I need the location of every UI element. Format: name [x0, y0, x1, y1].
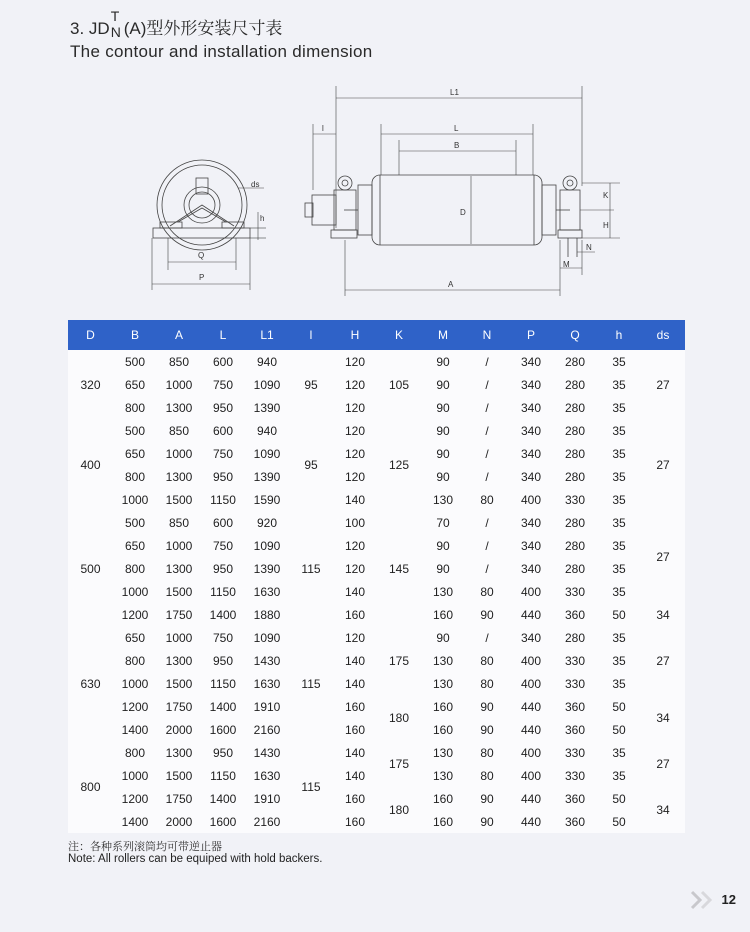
table-row — [68, 511, 685, 534]
table-cell: 360 — [553, 603, 597, 626]
table-cell: 400 — [509, 649, 553, 672]
table-cell: 950 — [201, 396, 245, 419]
table-cell: 330 — [553, 488, 597, 511]
table-cell: 160 — [333, 695, 377, 718]
table-cell: / — [465, 557, 509, 580]
table-cell: 100 — [333, 511, 377, 534]
cell-ds: 34 — [641, 603, 685, 626]
table-cell: 70 — [421, 511, 465, 534]
table-cell: 340 — [509, 442, 553, 465]
cell-k: 105 — [377, 350, 421, 419]
table-cell: 130 — [421, 672, 465, 695]
table-cell: 2000 — [157, 718, 201, 741]
table-row — [68, 764, 685, 787]
table-cell: 50 — [597, 695, 641, 718]
table-cell: 400 — [509, 488, 553, 511]
table-cell: 280 — [553, 396, 597, 419]
table-cell: 120 — [333, 442, 377, 465]
table-cell: 1090 — [245, 373, 289, 396]
table-cell: 280 — [553, 442, 597, 465]
table-cell: 35 — [597, 488, 641, 511]
table-cell: 80 — [465, 649, 509, 672]
table-cell: 800 — [113, 396, 157, 419]
table-cell: 35 — [597, 465, 641, 488]
table-cell: 340 — [509, 465, 553, 488]
table-cell: 750 — [201, 626, 245, 649]
table-cell: / — [465, 350, 509, 373]
label-q: Q — [198, 251, 205, 260]
label-ds: ds — [251, 180, 260, 189]
title-sub: N — [110, 24, 121, 40]
table-cell: 850 — [157, 350, 201, 373]
table-cell: 2160 — [245, 810, 289, 833]
table-cell: 1500 — [157, 580, 201, 603]
table-cell: 90 — [421, 626, 465, 649]
table-cell: / — [465, 534, 509, 557]
label-m: M — [563, 260, 570, 269]
table-cell: 130 — [421, 764, 465, 787]
table-cell: 80 — [465, 741, 509, 764]
table-cell: 1000 — [113, 672, 157, 695]
cell-ds: 27 — [641, 511, 685, 603]
table-row — [68, 419, 685, 442]
table-cell: 140 — [333, 672, 377, 695]
table-cell: 400 — [509, 741, 553, 764]
table-cell: / — [465, 511, 509, 534]
table-cell: 2000 — [157, 810, 201, 833]
cell-k: 125 — [377, 419, 421, 511]
cell-k: 175 — [377, 626, 421, 695]
table-cell: 360 — [553, 718, 597, 741]
table-cell: 1390 — [245, 396, 289, 419]
label-p: P — [199, 273, 205, 282]
table-cell: 1500 — [157, 764, 201, 787]
table-row — [68, 396, 685, 419]
table-cell: / — [465, 465, 509, 488]
table-cell: 500 — [113, 511, 157, 534]
table-cell: 1200 — [113, 787, 157, 810]
table-cell: 160 — [333, 603, 377, 626]
table-cell: 1300 — [157, 557, 201, 580]
table-cell: 1000 — [113, 764, 157, 787]
table-cell: / — [465, 373, 509, 396]
page-number: 12 — [721, 892, 736, 907]
table-cell: 360 — [553, 787, 597, 810]
table-cell: 120 — [333, 534, 377, 557]
table-row — [68, 718, 685, 741]
column-header: P — [509, 320, 553, 350]
table-row — [68, 787, 685, 810]
table-cell: 1150 — [201, 672, 245, 695]
column-header: N — [465, 320, 509, 350]
dimension-table — [68, 320, 685, 833]
table-cell: 90 — [421, 419, 465, 442]
table-cell: 1400 — [201, 603, 245, 626]
table-cell: 160 — [421, 695, 465, 718]
cell-d: 500 — [68, 511, 113, 626]
column-header: ds — [641, 320, 685, 350]
table-cell: 120 — [333, 626, 377, 649]
table-cell: 120 — [333, 373, 377, 396]
label-k: K — [603, 191, 609, 200]
table-cell: 90 — [465, 695, 509, 718]
table-cell: 120 — [333, 465, 377, 488]
roller-drawing — [0, 0, 750, 310]
table-cell: 160 — [421, 810, 465, 833]
table-cell: 160 — [421, 787, 465, 810]
table-cell: 1150 — [201, 488, 245, 511]
table-cell: 650 — [113, 534, 157, 557]
table-cell: 50 — [597, 787, 641, 810]
table-cell: 120 — [333, 419, 377, 442]
table-cell: 35 — [597, 442, 641, 465]
table-cell: 1630 — [245, 672, 289, 695]
table-cell: 160 — [333, 810, 377, 833]
table-cell: 340 — [509, 534, 553, 557]
side-view — [152, 160, 266, 290]
table-cell: 1200 — [113, 603, 157, 626]
table-cell: 800 — [113, 741, 157, 764]
table-cell: 1600 — [201, 718, 245, 741]
column-header: K — [377, 320, 421, 350]
column-header: h — [597, 320, 641, 350]
table-cell: 750 — [201, 373, 245, 396]
cell-k: 180 — [377, 695, 421, 741]
table-cell: 90 — [465, 787, 509, 810]
label-b: B — [454, 141, 460, 150]
table-cell: 1590 — [245, 488, 289, 511]
page-chevron-icon — [690, 890, 746, 910]
table-cell: 1090 — [245, 534, 289, 557]
column-header: L — [201, 320, 245, 350]
cell-l: 95 — [289, 419, 333, 511]
table-cell: 120 — [333, 557, 377, 580]
table-cell: 650 — [113, 626, 157, 649]
table-cell: 1300 — [157, 396, 201, 419]
table-cell: 340 — [509, 350, 553, 373]
table-row — [68, 465, 685, 488]
table-cell: 280 — [553, 419, 597, 442]
table-cell: 1000 — [157, 442, 201, 465]
table-cell: 1630 — [245, 764, 289, 787]
table-cell: 1750 — [157, 787, 201, 810]
table-cell: 1000 — [157, 373, 201, 396]
table-cell: 1400 — [113, 810, 157, 833]
table-cell: 750 — [201, 534, 245, 557]
table-cell: 600 — [201, 419, 245, 442]
table-cell: 330 — [553, 649, 597, 672]
table-cell: 90 — [465, 603, 509, 626]
label-h-big: H — [603, 221, 609, 230]
table-cell: 1910 — [245, 787, 289, 810]
table-row — [68, 442, 685, 465]
table-cell: 280 — [553, 350, 597, 373]
table-cell: 360 — [553, 695, 597, 718]
table-cell: 50 — [597, 718, 641, 741]
table-cell: 280 — [553, 626, 597, 649]
cell-l: 115 — [289, 511, 333, 626]
table-cell: 440 — [509, 787, 553, 810]
table-cell: 940 — [245, 350, 289, 373]
table-cell: 1090 — [245, 626, 289, 649]
column-header: D — [68, 320, 113, 350]
table-cell: 1390 — [245, 465, 289, 488]
table-cell: 650 — [113, 442, 157, 465]
table-cell: 650 — [113, 373, 157, 396]
cell-k: 145 — [377, 511, 421, 626]
table-cell: 1200 — [113, 695, 157, 718]
table-cell: 50 — [597, 810, 641, 833]
cell-k: 180 — [377, 787, 421, 833]
table-row — [68, 373, 685, 396]
table-row — [68, 488, 685, 511]
cell-ds: 27 — [641, 741, 685, 787]
table-cell: 850 — [157, 419, 201, 442]
note-chinese: 注：各种系列滚筒均可带逆止器 — [68, 841, 222, 853]
table-cell: 750 — [201, 442, 245, 465]
table-cell: 90 — [421, 373, 465, 396]
table-cell: 140 — [333, 649, 377, 672]
table-cell: 80 — [465, 488, 509, 511]
table-cell: 800 — [113, 649, 157, 672]
cell-d: 800 — [68, 741, 113, 833]
front-dimensions — [313, 86, 620, 296]
table-cell: 500 — [113, 419, 157, 442]
front-view — [305, 175, 582, 257]
table-cell: 1300 — [157, 741, 201, 764]
table-cell: 35 — [597, 557, 641, 580]
table-cell: 90 — [421, 350, 465, 373]
table-cell: 800 — [113, 557, 157, 580]
table-cell: 35 — [597, 350, 641, 373]
table-cell: 130 — [421, 580, 465, 603]
page-subtitle: The contour and installation dimension — [70, 42, 373, 61]
table-cell: 90 — [465, 718, 509, 741]
table-cell: 340 — [509, 396, 553, 419]
column-header: A — [157, 320, 201, 350]
table-cell: 120 — [333, 396, 377, 419]
table-cell: 1910 — [245, 695, 289, 718]
table-cell: 35 — [597, 580, 641, 603]
cell-l: 115 — [289, 741, 333, 833]
title-prefix: 3. JD — [70, 19, 110, 38]
table-cell: 280 — [553, 465, 597, 488]
table-cell: 1600 — [201, 810, 245, 833]
table-cell: 950 — [201, 649, 245, 672]
table-cell: 80 — [465, 580, 509, 603]
table-cell: 1300 — [157, 649, 201, 672]
table-cell: 950 — [201, 557, 245, 580]
table-cell: 90 — [421, 465, 465, 488]
label-h: h — [260, 214, 265, 223]
table-cell: 280 — [553, 557, 597, 580]
table-cell: 600 — [201, 511, 245, 534]
table-cell: 360 — [553, 810, 597, 833]
column-header: L1 — [245, 320, 289, 350]
table-cell: 80 — [465, 672, 509, 695]
table-cell: 35 — [597, 672, 641, 695]
table-cell: 35 — [597, 396, 641, 419]
table-cell: 1090 — [245, 442, 289, 465]
table-row — [68, 741, 685, 764]
table-cell: 160 — [421, 603, 465, 626]
table-cell: 1150 — [201, 764, 245, 787]
table-cell: / — [465, 442, 509, 465]
table-cell: 35 — [597, 511, 641, 534]
table-cell: 1400 — [113, 718, 157, 741]
cell-ds: 27 — [641, 626, 685, 695]
table-cell: 1000 — [113, 488, 157, 511]
table-row — [68, 557, 685, 580]
cell-l: 115 — [289, 626, 333, 741]
table-cell: 340 — [509, 511, 553, 534]
label-n: N — [586, 243, 592, 252]
label-d: D — [460, 208, 466, 217]
table-cell: 340 — [509, 557, 553, 580]
table-cell: 140 — [333, 741, 377, 764]
table-cell: 140 — [333, 764, 377, 787]
table-cell: 2160 — [245, 718, 289, 741]
table-row — [68, 580, 685, 603]
table-row — [68, 534, 685, 557]
table-row — [68, 672, 685, 695]
table-cell: 80 — [465, 764, 509, 787]
table-cell: 1500 — [157, 672, 201, 695]
column-header: Q — [553, 320, 597, 350]
table-cell: 800 — [113, 465, 157, 488]
table-cell: 1390 — [245, 557, 289, 580]
cell-ds: 34 — [641, 695, 685, 741]
column-header: H — [333, 320, 377, 350]
table-cell: 340 — [509, 626, 553, 649]
table-cell: 400 — [509, 580, 553, 603]
table-row — [68, 626, 685, 649]
table-cell: 1430 — [245, 741, 289, 764]
table-cell: 500 — [113, 350, 157, 373]
table-cell: 950 — [201, 741, 245, 764]
table-cell: 340 — [509, 373, 553, 396]
table-cell: 140 — [333, 580, 377, 603]
table-cell: 1400 — [201, 695, 245, 718]
table-cell: 440 — [509, 810, 553, 833]
cell-ds: 27 — [641, 419, 685, 511]
table-row — [68, 603, 685, 626]
table-cell: 440 — [509, 603, 553, 626]
table-cell: 950 — [201, 465, 245, 488]
table-cell: 35 — [597, 649, 641, 672]
table-cell: 600 — [201, 350, 245, 373]
table-cell: 1150 — [201, 580, 245, 603]
table-cell: 1000 — [157, 534, 201, 557]
table-cell: 1500 — [157, 488, 201, 511]
table-cell: 90 — [421, 396, 465, 419]
table-row — [68, 695, 685, 718]
table-cell: 35 — [597, 764, 641, 787]
label-l: L — [454, 124, 459, 133]
cell-d: 400 — [68, 419, 113, 511]
table-cell: 850 — [157, 511, 201, 534]
table-cell: 130 — [421, 741, 465, 764]
table-cell: 330 — [553, 741, 597, 764]
table-cell: 940 — [245, 419, 289, 442]
table-cell: 50 — [597, 603, 641, 626]
title-sup: T — [110, 8, 120, 24]
cell-d: 320 — [68, 350, 113, 419]
table-cell: 140 — [333, 488, 377, 511]
table-cell: 90 — [421, 534, 465, 557]
table-cell: / — [465, 626, 509, 649]
table-cell: 330 — [553, 764, 597, 787]
label-l1: L1 — [450, 88, 459, 97]
table-cell: 280 — [553, 534, 597, 557]
table-cell: 400 — [509, 672, 553, 695]
table-cell: 90 — [421, 442, 465, 465]
table-row — [68, 810, 685, 833]
table-row — [68, 350, 685, 373]
cell-d: 630 — [68, 626, 113, 741]
table-cell: 130 — [421, 649, 465, 672]
table-cell: 1400 — [201, 787, 245, 810]
table-row — [68, 649, 685, 672]
table-cell: 130 — [421, 488, 465, 511]
table-cell: 1750 — [157, 603, 201, 626]
note-english: Note: All rollers can be equiped with hold backers. — [68, 853, 323, 865]
table-cell: 160 — [333, 787, 377, 810]
table-cell: 160 — [421, 718, 465, 741]
table-cell: 35 — [597, 373, 641, 396]
table-cell: 280 — [553, 511, 597, 534]
table-cell: 1300 — [157, 465, 201, 488]
table-cell: 35 — [597, 534, 641, 557]
table-cell: 340 — [509, 419, 553, 442]
table-cell: 35 — [597, 741, 641, 764]
table-cell: 1430 — [245, 649, 289, 672]
table-cell: 280 — [553, 373, 597, 396]
table-cell: 440 — [509, 718, 553, 741]
label-l-small: l — [322, 124, 324, 133]
column-header: M — [421, 320, 465, 350]
table-cell: 90 — [421, 557, 465, 580]
table-cell: 120 — [333, 350, 377, 373]
cell-ds: 27 — [641, 350, 685, 419]
table-cell: 35 — [597, 419, 641, 442]
table-cell: 1880 — [245, 603, 289, 626]
table-cell: 1000 — [157, 626, 201, 649]
table-cell: 90 — [465, 810, 509, 833]
table-cell: 330 — [553, 672, 597, 695]
table-cell: / — [465, 419, 509, 442]
table-cell: 440 — [509, 695, 553, 718]
table-cell: 330 — [553, 580, 597, 603]
table-cell: 1000 — [113, 580, 157, 603]
table-cell: 160 — [333, 718, 377, 741]
cell-ds: 34 — [641, 787, 685, 833]
label-a: A — [448, 280, 454, 289]
table-cell: 400 — [509, 764, 553, 787]
title-suffix: (A)型外形安装尺寸表 — [123, 19, 283, 38]
table-cell: 1630 — [245, 580, 289, 603]
table-cell: 35 — [597, 626, 641, 649]
column-header: l — [289, 320, 333, 350]
column-header: B — [113, 320, 157, 350]
table-cell: / — [465, 396, 509, 419]
table-cell: 1750 — [157, 695, 201, 718]
cell-l: 95 — [289, 350, 333, 419]
cell-k: 175 — [377, 741, 421, 787]
table-cell: 920 — [245, 511, 289, 534]
